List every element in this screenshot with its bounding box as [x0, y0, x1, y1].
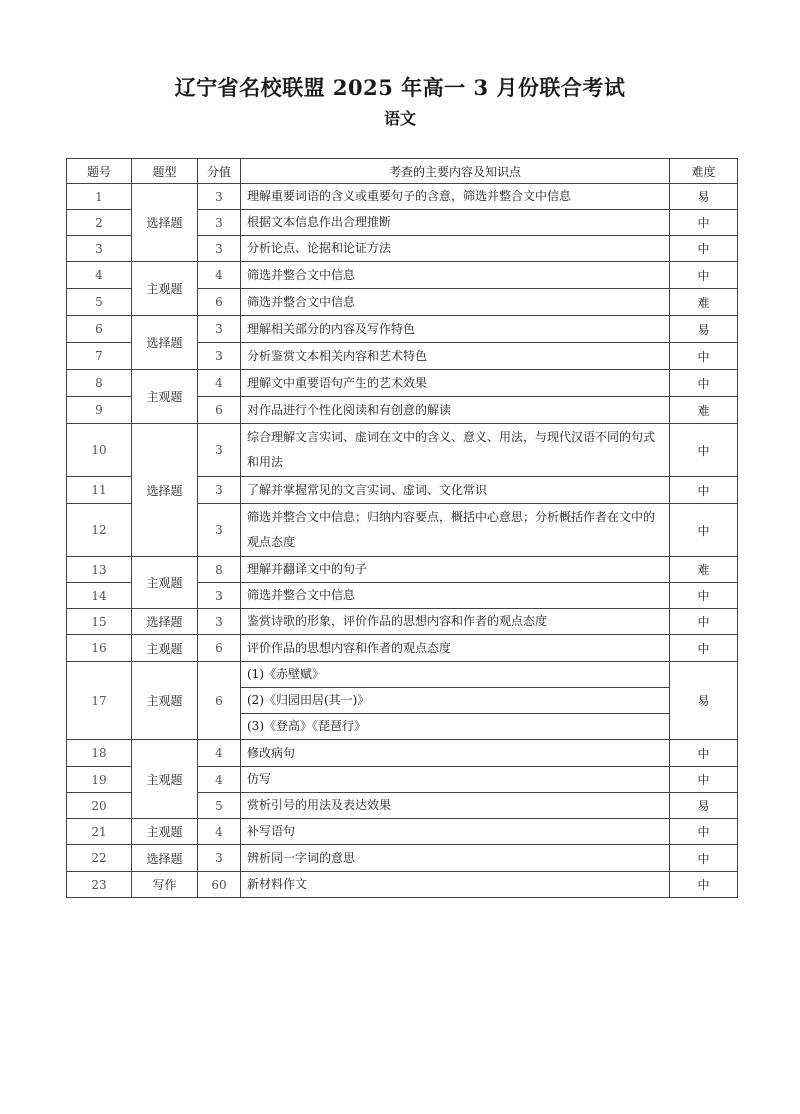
cell-type: 选择题	[132, 316, 198, 370]
document-title: 辽宁省名校联盟 2025 年高一 3 月份联合考试	[174, 75, 626, 100]
cell-content: 综合理解文言实词、虚词在文中的含义、意义、用法，与现代汉语不同的句式和用法	[241, 424, 670, 477]
cell-difficulty: 易	[670, 184, 738, 210]
table-row	[67, 316, 738, 343]
cell-content: 鉴赏诗歌的形象，评价作品的思想内容和作者的观点态度	[241, 609, 670, 635]
cell-difficulty: 中	[670, 370, 738, 397]
cell-score: 60	[198, 872, 241, 898]
cell-no: 15	[67, 609, 132, 635]
cell-type: 主观题	[132, 557, 198, 609]
cell-no: 4	[67, 262, 132, 289]
cell-content: 根据文本信息作出合理推断	[241, 210, 670, 236]
table-row	[67, 609, 738, 635]
cell-difficulty: 中	[670, 872, 738, 898]
cell-score: 4	[198, 262, 241, 289]
cell-difficulty: 难	[670, 397, 738, 424]
cell-difficulty: 中	[670, 740, 738, 767]
cell-no: 3	[67, 236, 132, 262]
cell-no: 22	[67, 845, 132, 872]
cell-no: 16	[67, 635, 132, 662]
cell-difficulty: 中	[670, 236, 738, 262]
cell-no: 9	[67, 397, 132, 424]
cell-content-line: (1)《赤壁赋》	[241, 662, 670, 688]
cell-content: 筛选并整合文中信息	[241, 262, 670, 289]
cell-score: 3	[198, 609, 241, 635]
cell-score: 3	[198, 504, 241, 557]
cell-type: 主观题	[132, 370, 198, 424]
cell-no: 14	[67, 583, 132, 609]
cell-score: 4	[198, 819, 241, 845]
cell-difficulty: 中	[670, 210, 738, 236]
cell-content-line: (2)《归园田居(其一)》	[241, 688, 670, 714]
table-row	[67, 872, 738, 898]
cell-score: 6	[198, 289, 241, 316]
cell-score: 3	[198, 316, 241, 343]
cell-score: 5	[198, 793, 241, 819]
cell-type: 主观题	[132, 740, 198, 819]
cell-score: 3	[198, 845, 241, 872]
table-row	[67, 370, 738, 397]
cell-score: 4	[198, 740, 241, 767]
cell-score: 8	[198, 557, 241, 583]
cell-difficulty: 易	[670, 793, 738, 819]
cell-content: 赏析引号的用法及表达效果	[241, 793, 670, 819]
cell-content: 理解文中重要语句产生的艺术效果	[241, 370, 670, 397]
cell-difficulty: 中	[670, 504, 738, 557]
cell-difficulty: 易	[670, 662, 738, 740]
cell-type: 选择题	[132, 424, 198, 557]
cell-no: 6	[67, 316, 132, 343]
cell-no: 23	[67, 872, 132, 898]
table-row	[67, 184, 738, 210]
header-content: 考查的主要内容及知识点	[241, 159, 670, 184]
cell-content: 筛选并整合文中信息	[241, 289, 670, 316]
cell-type: 主观题	[132, 662, 198, 740]
cell-no: 21	[67, 819, 132, 845]
cell-difficulty: 中	[670, 819, 738, 845]
cell-no: 17	[67, 662, 132, 740]
cell-no: 2	[67, 210, 132, 236]
table-header-row	[67, 159, 738, 184]
cell-no: 20	[67, 793, 132, 819]
cell-difficulty: 中	[670, 845, 738, 872]
cell-score: 6	[198, 635, 241, 662]
cell-type: 主观题	[132, 635, 198, 662]
table-row	[67, 845, 738, 872]
header-score: 分值	[198, 159, 241, 184]
cell-difficulty: 难	[670, 557, 738, 583]
cell-score: 3	[198, 236, 241, 262]
cell-no: 5	[67, 289, 132, 316]
table-row	[67, 662, 738, 688]
cell-type: 主观题	[132, 262, 198, 316]
table-row	[67, 635, 738, 662]
cell-content: 辨析同一字词的意思	[241, 845, 670, 872]
exam-analysis-table	[66, 158, 738, 898]
table-row	[67, 819, 738, 845]
cell-content-line: (3)《登高》《琵琶行》	[241, 714, 670, 740]
cell-content: 补写语句	[241, 819, 670, 845]
table-row	[67, 262, 738, 289]
table-row	[67, 740, 738, 767]
header-question-type: 题型	[132, 159, 198, 184]
cell-content: 理解相关部分的内容及写作特色	[241, 316, 670, 343]
cell-content: 分析鉴赏文本相关内容和艺术特色	[241, 343, 670, 370]
cell-type: 选择题	[132, 184, 198, 262]
cell-difficulty: 中	[670, 477, 738, 504]
cell-no: 1	[67, 184, 132, 210]
cell-difficulty: 中	[670, 262, 738, 289]
cell-difficulty: 中	[670, 767, 738, 793]
table-row	[67, 557, 738, 583]
cell-score: 4	[198, 370, 241, 397]
cell-score: 6	[198, 662, 241, 740]
cell-content: 评价作品的思想内容和作者的观点态度	[241, 635, 670, 662]
cell-no: 10	[67, 424, 132, 477]
cell-score: 3	[198, 583, 241, 609]
cell-difficulty: 中	[670, 635, 738, 662]
cell-content: 修改病句	[241, 740, 670, 767]
cell-difficulty: 中	[670, 424, 738, 477]
cell-difficulty: 中	[670, 609, 738, 635]
cell-content: 理解重要词语的含义或重要句子的含意，筛选并整合文中信息	[241, 184, 670, 210]
cell-content: 分析论点、论据和论证方法	[241, 236, 670, 262]
cell-no: 8	[67, 370, 132, 397]
table-row	[67, 424, 738, 477]
cell-score: 3	[198, 424, 241, 477]
cell-no: 12	[67, 504, 132, 557]
header-difficulty: 难度	[670, 159, 738, 184]
cell-content: 理解并翻译文中的句子	[241, 557, 670, 583]
document-subtitle: 语文	[383, 109, 416, 128]
cell-score: 3	[198, 477, 241, 504]
cell-no: 19	[67, 767, 132, 793]
cell-no: 11	[67, 477, 132, 504]
cell-score: 6	[198, 397, 241, 424]
cell-type: 写作	[132, 872, 198, 898]
cell-content: 仿写	[241, 767, 670, 793]
cell-no: 7	[67, 343, 132, 370]
header-question-no: 题号	[67, 159, 132, 184]
cell-no: 13	[67, 557, 132, 583]
cell-type: 主观题	[132, 819, 198, 845]
cell-content: 筛选并整合文中信息；归纳内容要点，概括中心意思；分析概括作者在文中的观点态度	[241, 504, 670, 557]
cell-score: 4	[198, 767, 241, 793]
cell-content: 新材料作文	[241, 872, 670, 898]
cell-difficulty: 难	[670, 289, 738, 316]
cell-type: 选择题	[132, 609, 198, 635]
cell-score: 3	[198, 210, 241, 236]
cell-score: 3	[198, 343, 241, 370]
cell-content: 筛选并整合文中信息	[241, 583, 670, 609]
cell-difficulty: 易	[670, 316, 738, 343]
cell-score: 3	[198, 184, 241, 210]
cell-content: 了解并掌握常见的文言实词、虚词、文化常识	[241, 477, 670, 504]
cell-content: 对作品进行个性化阅读和有创意的解读	[241, 397, 670, 424]
cell-difficulty: 中	[670, 343, 738, 370]
cell-type: 选择题	[132, 845, 198, 872]
cell-no: 18	[67, 740, 132, 767]
cell-difficulty: 中	[670, 583, 738, 609]
